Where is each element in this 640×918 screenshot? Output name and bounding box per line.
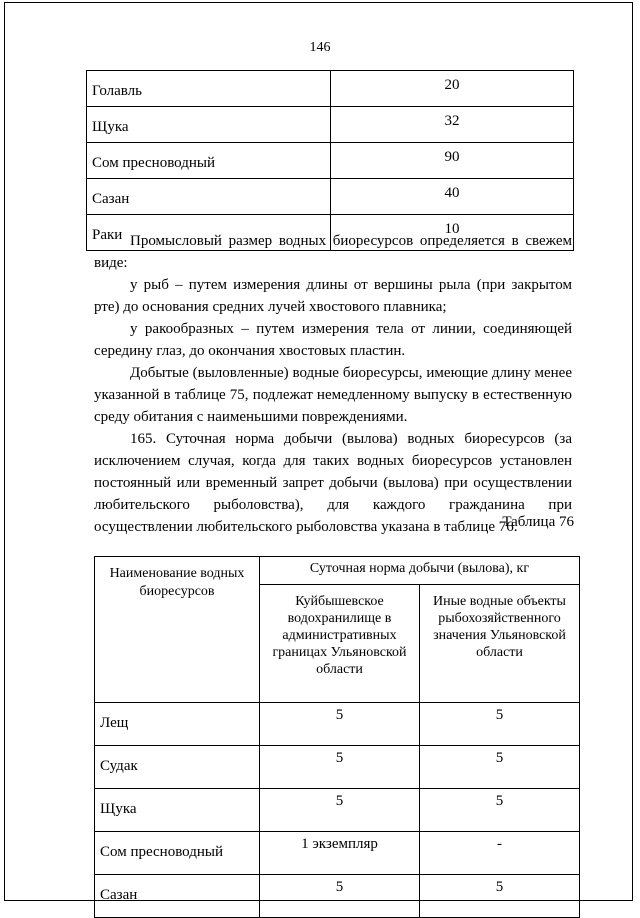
- table-row: [95, 789, 580, 832]
- table-cell: Сазан: [87, 179, 331, 215]
- table-cell: 5: [260, 789, 420, 832]
- table-cell: 40: [331, 179, 574, 215]
- table-row: [87, 143, 574, 179]
- table-cell: Судак: [95, 746, 260, 789]
- table-cell: 5: [420, 875, 580, 918]
- paragraph: 165. Суточная норма добычи (вылова) водных биоресурсов (за исключением случая, когда для таких водных биоресурсов установлен постоянный или временный запрет добычи (вылова) при осуществлении любительского рыболовства), для каждого гражданина при осуществлении любительского рыболовства указана в таблице 76.: [94, 431, 572, 535]
- table-cell: Лещ: [95, 703, 260, 746]
- table-cell: 5: [260, 875, 420, 918]
- table-row: [95, 832, 580, 875]
- table-cell: Щука: [87, 107, 331, 143]
- header-group-cell: Суточная норма добычи (вылова), кг: [260, 557, 580, 585]
- table-cell: 10: [331, 215, 574, 251]
- daily-catch-table: [94, 556, 580, 918]
- table-cell: Сазан: [95, 875, 260, 918]
- table-cell: -: [420, 832, 580, 875]
- table-cell: 32: [331, 107, 574, 143]
- header-col2-cell: Иные водные объекты рыбохозяйственного значения Ульяновской области: [420, 585, 580, 703]
- fish-size-table: [86, 70, 574, 251]
- table-cell: Раки: [87, 215, 331, 251]
- table-row: [87, 71, 574, 107]
- table-cell: Сом пресноводный: [87, 143, 331, 179]
- table-cell: 90: [331, 143, 574, 179]
- table-cell: 5: [420, 703, 580, 746]
- paragraph: Добытые (выловленные) водные биоресурсы, имеющие длину менее указанной в таблице 75, подлежат немедленному выпуску в естественную среду обитания с наименьшими повреждениями.: [94, 365, 572, 425]
- paragraph: у ракообразных – путем измерения тела от линии, соединяющей середину глаз, до окончания хвостовых пластин.: [94, 321, 572, 359]
- table-row: [95, 746, 580, 789]
- table-cell: 5: [260, 746, 420, 789]
- table-cell: 20: [331, 71, 574, 107]
- table-row: [95, 875, 580, 918]
- header-col1-cell: Куйбышевское водохранилище в административных границах Ульяновской области: [260, 585, 420, 703]
- table-caption: Таблица 76: [502, 514, 574, 530]
- table-cell: 5: [260, 703, 420, 746]
- table-cell: 1 экземпляр: [260, 832, 420, 875]
- table-row: [87, 179, 574, 215]
- table-cell: Сом пресноводный: [95, 832, 260, 875]
- table-cell: Щука: [95, 789, 260, 832]
- table-cell: 5: [420, 746, 580, 789]
- table-header-row: [95, 557, 580, 585]
- paragraph: Промысловый размер водных биоресурсов определяется в свежем виде:: [94, 233, 572, 271]
- paragraph: у рыб – путем измерения длины от вершины рыла (при закрытом рте) до основания средних лучей хвостового плавника;: [94, 277, 572, 315]
- header-name-cell: Наименование водных биоресурсов: [95, 557, 260, 703]
- table-row: [87, 107, 574, 143]
- table-cell: 5: [420, 789, 580, 832]
- table-cell: Голавль: [87, 71, 331, 107]
- page-number: 146: [309, 40, 331, 55]
- table-row: [95, 703, 580, 746]
